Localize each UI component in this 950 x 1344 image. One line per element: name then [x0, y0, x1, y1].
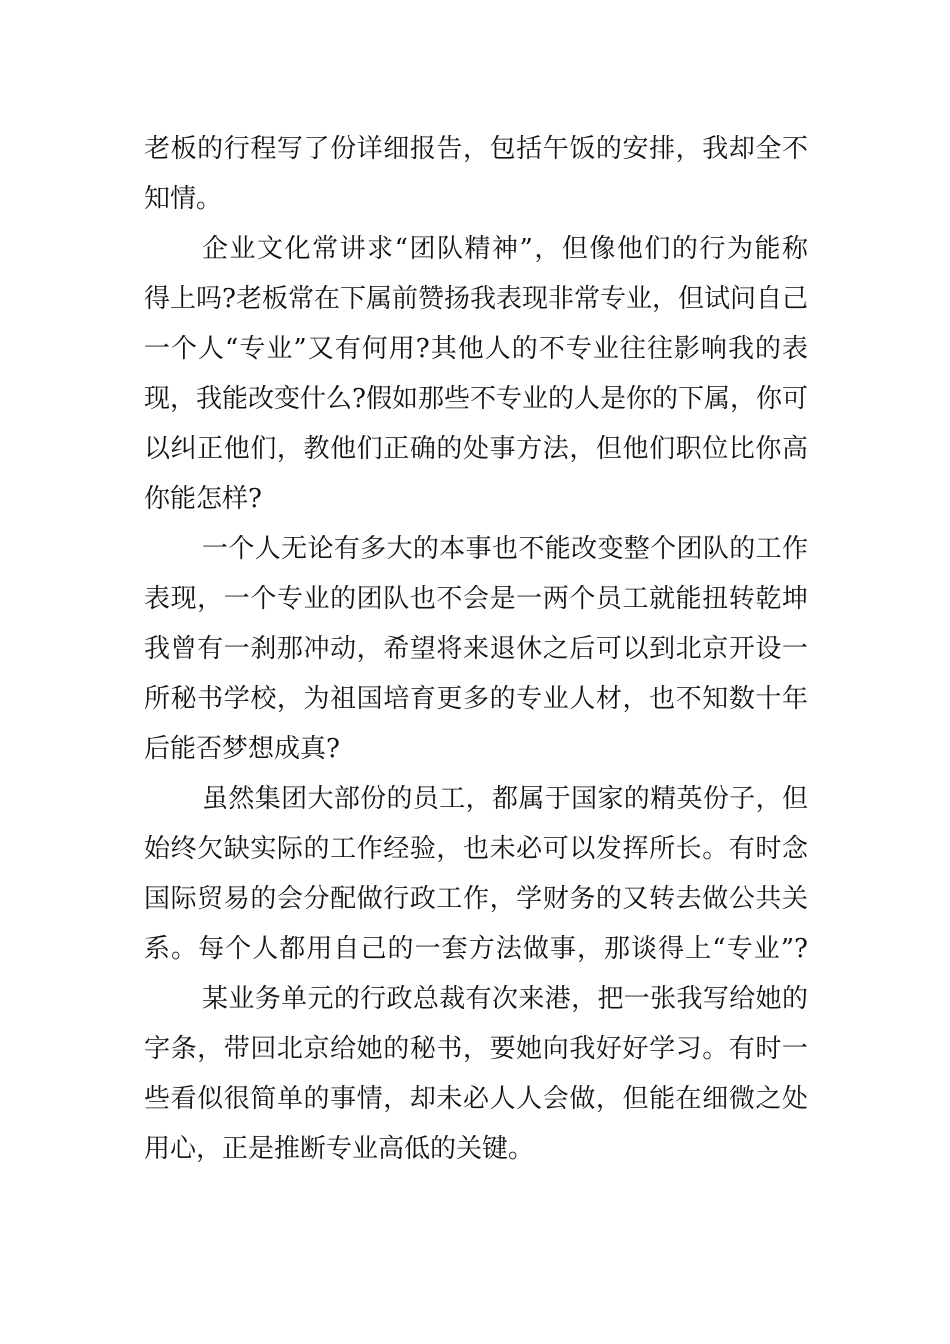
paragraph-4-line-4: 系。每个人都用自己的一套方法做事，那谈得上“专业”? [144, 934, 808, 964]
paragraph-2-line-5: 以纠正他们，教他们正确的处事方法，但他们职位比你高 [144, 434, 808, 464]
paragraph-1-line-2: 知情。 [144, 184, 223, 214]
paragraph-3-line-4: 所秘书学校，为祖国培育更多的专业人材，也不知数十年 [144, 684, 808, 714]
paragraph-2-line-2: 得上吗?老板常在下属前赞扬我表现非常专业，但试问自己 [144, 284, 808, 314]
paragraph-3-line-5: 后能否梦想成真? [144, 734, 340, 764]
paragraph-5-line-4: 用心，正是推断专业高低的关键。 [144, 1134, 535, 1164]
paragraph-3-line-2: 表现，一个专业的团队也不会是一两个员工就能扭转乾坤 [144, 584, 808, 614]
paragraph-4-line-1: 虽然集团大部份的员工，都属于国家的精英份子，但 [202, 784, 808, 814]
paragraph-3-line-3: 我曾有一刹那冲动，希望将来退休之后可以到北京开设一 [144, 634, 808, 664]
paragraph-1-line-1: 老板的行程写了份详细报告，包括午饭的安排，我却全不 [144, 134, 808, 164]
paragraph-2-line-1: 企业文化常讲求“团队精神”，但像他们的行为能称 [202, 234, 808, 264]
paragraph-2-line-4: 现，我能改变什么?假如那些不专业的人是你的下属，你可 [144, 384, 808, 414]
paragraph-2-line-3: 一个人“专业”又有何用?其他人的不专业往往影响我的表 [144, 334, 808, 364]
paragraph-2-line-6: 你能怎样? [144, 484, 262, 514]
paragraph-5-line-3: 些看似很简单的事情，却未必人人会做，但能在细微之处 [144, 1084, 808, 1114]
paragraph-3-line-1: 一个人无论有多大的本事也不能改变整个团队的工作 [202, 534, 808, 564]
paragraph-5-line-2: 字条，带回北京给她的秘书，要她向我好好学习。有时一 [144, 1034, 808, 1064]
paragraph-4-line-2: 始终欠缺实际的工作经验，也未必可以发挥所长。有时念 [144, 834, 808, 864]
document-body [144, 124, 808, 1174]
paragraph-4-line-3: 国际贸易的会分配做行政工作，学财务的又转去做公共关 [144, 884, 808, 914]
paragraph-5-line-1: 某业务单元的行政总裁有次来港，把一张我写给她的 [202, 984, 808, 1014]
